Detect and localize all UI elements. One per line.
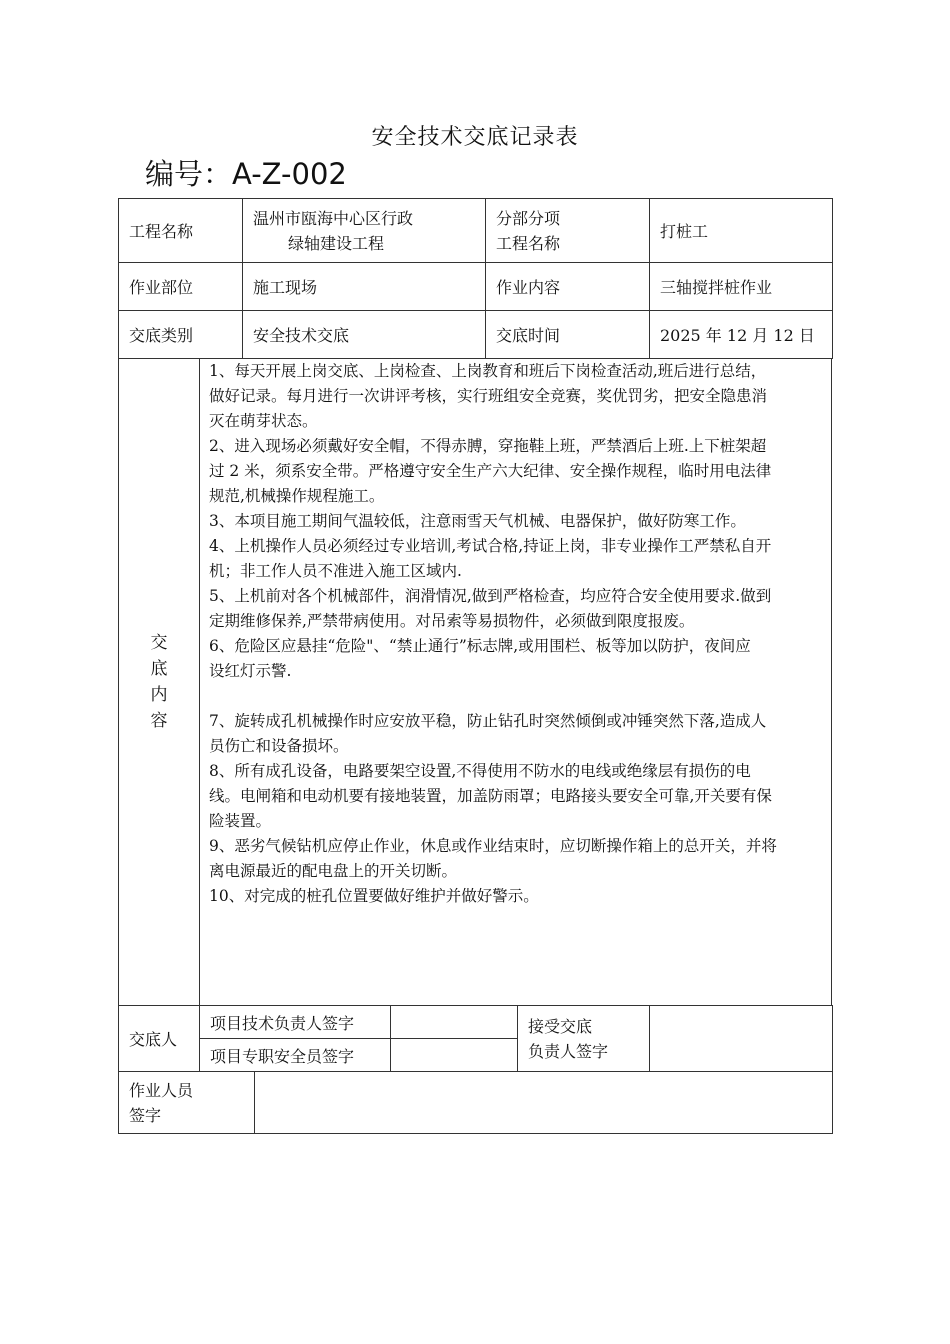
receiver-signature[interactable] [649, 1005, 833, 1072]
content-line: 10、对完成的桩孔位置要做好维护并做好警示。 [209, 887, 539, 905]
time-value [649, 310, 833, 359]
receiver-label-line1: 接受交底 [528, 1016, 593, 1036]
content-line: 4、上机操作人员必须经过专业培训,考试合格,持证上岗，非专业操作工严禁私自开 [209, 537, 772, 555]
work-content-value [649, 262, 833, 311]
work-part-value [242, 262, 486, 311]
content-line: 过 2 米，须系安全带。严格遵守安全生产六大纪律、安全操作规程，临时用电法律 [209, 462, 772, 480]
work-content-value-text: 三轴搅拌桩作业 [660, 278, 773, 297]
content-line: 规范,机械操作规程施工。 [209, 487, 385, 505]
type-value-text: 安全技术交底 [253, 326, 350, 345]
project-name-label [118, 198, 243, 263]
content-line: 设红灯示警. [209, 662, 292, 680]
content-line: 5、上机前对各个机械部件，润滑情况,做到严格检查，均应符合安全使用要求.做到 [209, 587, 772, 605]
content-line: 6、危险区应悬挂“危险"、“禁止通行”标志牌,或用围栏、板等加以防护，夜间应 [209, 637, 751, 655]
type-label [118, 310, 243, 359]
content-line: 1、每天开展上岗交底、上岗检查、上岗教育和班后下岗检查活动,班后进行总结， [209, 362, 767, 380]
content-line: 定期维修保养,严禁带病使用。对吊索等易损物件，必须做到限度报废。 [209, 612, 695, 630]
project-name-line2: 绿轴建设工程 [288, 233, 385, 253]
time-label [485, 310, 650, 359]
receiver-label [517, 1005, 650, 1072]
workers-label [118, 1071, 255, 1134]
receiver-label-line2: 负责人签字 [528, 1041, 609, 1061]
content-line: 员伤亡和设备损坏。 [209, 737, 349, 755]
sub-project-label-line2: 工程名称 [496, 233, 561, 253]
time-label-text: 交底时间 [496, 326, 561, 345]
project-name-label-text: 工程名称 [129, 222, 194, 241]
tech-lead-signature[interactable] [390, 1005, 518, 1039]
safety-officer-label-text: 项目专职安全员签字 [210, 1046, 355, 1066]
safety-officer-label [199, 1038, 391, 1072]
type-label-text: 交底类别 [129, 326, 194, 345]
content-label: 交底内容 [150, 633, 168, 731]
content-line: 9、恶劣气候钻机应停止作业，休息或作业结束时，应切断操作箱上的总开关，并将 [209, 837, 777, 855]
content-line: 离电源最近的配电盘上的开关切断。 [209, 862, 458, 880]
content-line: 险装置。 [209, 812, 272, 830]
type-value [242, 310, 486, 359]
tech-lead-label-text: 项目技术负责人签字 [210, 1013, 355, 1033]
document-title: 安全技术交底记录表 [371, 125, 579, 150]
discloser-label-text: 交底人 [129, 1030, 178, 1049]
workers-label-line2: 签字 [129, 1105, 162, 1125]
content-line: 线。电闸箱和电动机要有接地装置，加盖防雨罩；电路接头要安全可靠,开关要有保 [209, 787, 772, 805]
tech-lead-label [199, 1005, 391, 1039]
time-value-text: 2025 年 12 月 12 日 [660, 326, 815, 345]
sub-project-value [649, 198, 833, 263]
content-line: 灭在萌芽状态。 [209, 412, 318, 430]
work-content-label [485, 262, 650, 311]
work-part-label-text: 作业部位 [129, 278, 194, 297]
content-line: 7、旋转成孔机械操作时应安放平稳，防止钻孔时突然倾倒或冲锤突然下落,造成人 [209, 712, 767, 730]
sub-project-value-text: 打桩工 [660, 222, 709, 241]
document-code: 编号：A-Z-002 [145, 157, 347, 191]
work-part-label [118, 262, 243, 311]
project-name-line1: 温州市瓯海中心区行政 [253, 208, 414, 228]
content-label-cell [118, 358, 200, 1006]
content-line [209, 684, 823, 709]
sub-project-label [485, 198, 650, 263]
work-part-value-text: 施工现场 [253, 278, 318, 297]
discloser-label [118, 1005, 200, 1072]
workers-signature[interactable] [254, 1071, 833, 1134]
work-content-label-text: 作业内容 [496, 278, 561, 297]
content-body [200, 358, 832, 1006]
workers-label-line1: 作业人员 [129, 1080, 194, 1100]
content-line: 2、进入现场必须戴好安全帽，不得赤膊，穿拖鞋上班，严禁酒后上班.上下桩架超 [209, 437, 767, 455]
safety-officer-signature[interactable] [390, 1038, 518, 1072]
content-line: 机；非工作人员不准进入施工区域内. [209, 562, 462, 580]
project-name-value [242, 198, 486, 263]
sub-project-label-line1: 分部分项 [496, 208, 561, 228]
content-line: 8、所有成孔设备，电路要架空设置,不得使用不防水的电线或绝缘层有损伤的电 [209, 762, 751, 780]
content-line: 3、本项目施工期间气温较低，注意雨雪天气机械、电器保护，做好防寒工作。 [209, 512, 746, 530]
content-line: 做好记录。每月进行一次讲评考核，实行班组安全竞赛，奖优罚劣，把安全隐患消 [209, 387, 768, 405]
